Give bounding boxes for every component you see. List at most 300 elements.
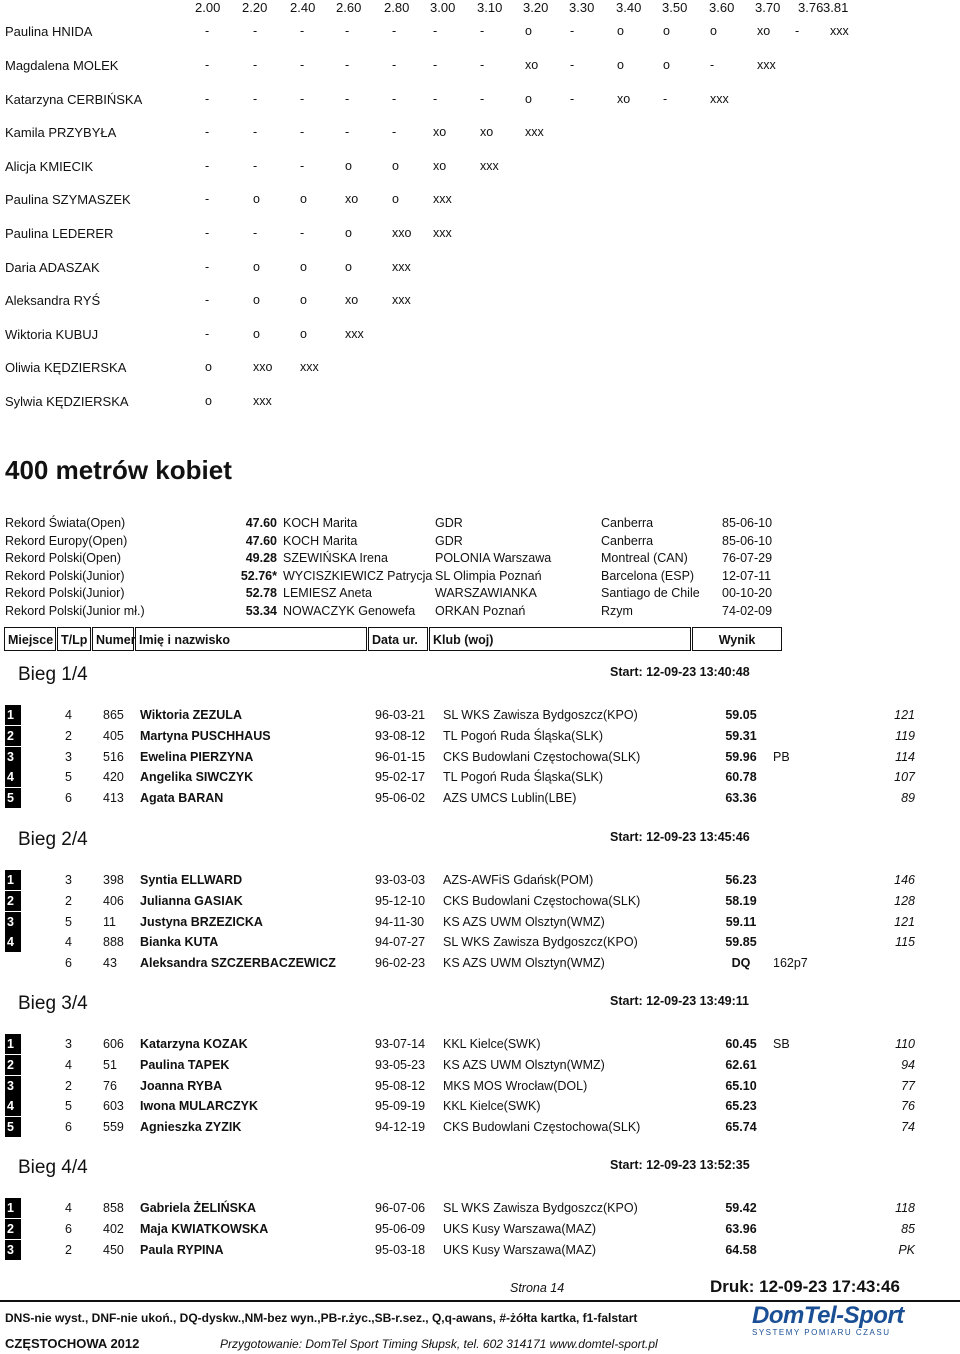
- result-points: 118: [895, 1201, 915, 1215]
- result-lane: 4: [65, 935, 72, 950]
- result-lane: 3: [65, 873, 72, 887]
- result-time: 63.96: [725, 1221, 757, 1236]
- logo-text: DomTel-Sport: [752, 1302, 904, 1329]
- result-name: Katarzyna KOZAK: [140, 1037, 248, 1051]
- result-place: 5: [5, 1117, 21, 1137]
- attempt-mark: -: [392, 125, 397, 139]
- athlete-row: [0, 260, 960, 294]
- result-bib: 76: [103, 1078, 117, 1093]
- record-club: GDR: [435, 516, 463, 530]
- result-place: 1: [5, 705, 21, 725]
- result-points: 85: [901, 1221, 915, 1236]
- result-note: SB: [773, 1037, 790, 1051]
- result-bib: 865: [103, 708, 124, 722]
- attempt-mark: -: [300, 92, 305, 106]
- athlete-name: Katarzyna CERBIŃSKA: [5, 92, 143, 107]
- attempt-mark: -: [663, 92, 668, 106]
- result-bib: 402: [103, 1221, 124, 1236]
- result-place: 3: [5, 1240, 21, 1260]
- record-label: Rekord Polski(Junior): [5, 568, 125, 583]
- attempt-mark: -: [570, 24, 575, 38]
- height-label: 2.80: [384, 0, 410, 15]
- attempt-mark: xxo: [392, 226, 412, 240]
- result-club: SL WKS Zawisza Bydgoszcz(KPO): [443, 708, 638, 722]
- record-label: Rekord Świata(Open): [5, 516, 126, 530]
- attempt-mark: o: [300, 192, 307, 206]
- athlete-row: [0, 192, 960, 226]
- athlete-row: [0, 58, 960, 92]
- record-label: Rekord Polski(Open): [5, 551, 122, 566]
- result-bib: 413: [103, 791, 124, 806]
- record-label: Rekord Europy(Open): [5, 533, 128, 548]
- domtel-logo: [752, 1302, 904, 1337]
- result-bib: 516: [103, 749, 124, 764]
- attempt-mark: o: [205, 360, 212, 374]
- attempt-mark: -: [433, 58, 438, 72]
- record-holder: SZEWIŃSKA Irena: [283, 551, 388, 566]
- header-bib: Numer: [92, 627, 134, 651]
- record-club: SL Olimpia Poznań: [435, 568, 542, 583]
- attempt-mark: -: [253, 159, 258, 173]
- result-dob: 94-07-27: [375, 935, 426, 950]
- result-row: [5, 1076, 917, 1097]
- result-points: 77: [901, 1078, 915, 1093]
- result-time: 59.11: [725, 914, 757, 929]
- result-name: Angelika SIWCZYK: [140, 770, 254, 785]
- result-points: 121: [894, 708, 915, 722]
- result-name: Bianka KUTA: [140, 935, 219, 950]
- attempt-mark: -: [205, 125, 210, 139]
- result-bib: 51: [103, 1057, 117, 1072]
- attempt-mark: xo: [617, 92, 631, 106]
- record-holder: KOCH Marita: [283, 516, 358, 530]
- athlete-name: Paulina SZYMASZEK: [5, 192, 131, 207]
- header-place: Miejsce: [4, 627, 56, 651]
- attempt-mark: o: [710, 24, 717, 38]
- athlete-name: Daria ADASZAK: [5, 260, 100, 275]
- result-time: 65.10: [725, 1078, 757, 1093]
- result-lane: 5: [65, 914, 72, 929]
- record-club: WARSZAWIANKA: [435, 586, 537, 601]
- result-lane: 6: [65, 956, 72, 971]
- result-note: 162p7: [773, 956, 808, 971]
- result-lane: 2: [65, 893, 72, 908]
- attempt-mark: -: [205, 192, 210, 206]
- attempt-mark: o: [345, 260, 352, 274]
- result-row: [5, 953, 917, 974]
- record-date: 00-10-20: [722, 586, 773, 601]
- result-time: 59.96: [725, 749, 757, 764]
- result-points: 114: [895, 749, 915, 764]
- result-points: 110: [895, 1037, 915, 1051]
- attempt-mark: o: [205, 394, 212, 408]
- result-club: AZS-AWFiS Gdańsk(POM): [443, 873, 594, 887]
- result-place: 1: [5, 1198, 21, 1218]
- result-club: KS AZS UWM Olsztyn(WMZ): [443, 956, 605, 971]
- result-row: [5, 1240, 917, 1261]
- result-club: TL Pogoń Ruda Śląska(SLK): [443, 770, 604, 785]
- result-name: Paula RYPINA: [140, 1242, 224, 1257]
- attempt-mark: xxx: [345, 327, 364, 341]
- result-club: CKS Budowlani Częstochowa(SLK): [443, 1120, 641, 1135]
- result-points: 121: [894, 914, 915, 929]
- result-time: 62.61: [725, 1057, 757, 1072]
- height-label: 3.10: [477, 0, 503, 15]
- print-timestamp: Druk: 12-09-23 17:43:46: [710, 1277, 900, 1296]
- attempt-mark: -: [205, 327, 210, 341]
- record-date: 85-06-10: [722, 533, 773, 548]
- attempt-mark: -: [253, 58, 258, 72]
- result-club: AZS UMCS Lublin(LBE): [443, 791, 577, 806]
- result-row: [5, 767, 917, 788]
- result-row: [5, 788, 917, 809]
- result-time: 65.23: [725, 1099, 757, 1114]
- heat-start-time: Start: 12-09-23 13:45:46: [610, 830, 750, 844]
- result-place: 2: [5, 726, 21, 746]
- result-place: 4: [5, 1096, 21, 1116]
- heat-start-time: Start: 12-09-23 13:52:35: [610, 1158, 750, 1172]
- attempt-mark: -: [300, 24, 305, 38]
- height-label: 3.50: [662, 0, 688, 15]
- attempt-mark: o: [300, 327, 307, 341]
- result-name: Agata BARAN: [140, 791, 224, 806]
- result-time: 60.45: [725, 1037, 757, 1051]
- athlete-name: Alicja KMIECIK: [5, 159, 94, 174]
- result-lane: 4: [65, 1057, 72, 1072]
- result-time: 65.74: [725, 1120, 757, 1135]
- header-club: Klub (woj): [429, 627, 691, 651]
- attempt-mark: -: [480, 58, 485, 72]
- record-place: Canberra: [601, 533, 654, 548]
- result-bib: 888: [103, 935, 124, 950]
- record-label: Rekord Polski(Junior mł.): [5, 604, 145, 618]
- attempt-mark: -: [205, 293, 210, 307]
- attempt-mark: o: [663, 24, 670, 38]
- header-dob: Data ur.: [368, 627, 428, 651]
- attempt-mark: -: [710, 58, 715, 72]
- result-place: 3: [5, 747, 21, 767]
- height-label: 2.40: [290, 0, 316, 15]
- height-label: 3.70: [755, 0, 781, 15]
- record-date: 85-06-10: [722, 516, 773, 530]
- result-row: [5, 726, 917, 747]
- result-place: 3: [5, 1076, 21, 1096]
- result-note: PB: [773, 749, 790, 764]
- result-points: 119: [895, 728, 915, 743]
- attempt-mark: o: [525, 92, 532, 106]
- result-bib: 450: [103, 1242, 124, 1257]
- attempt-mark: o: [392, 192, 399, 206]
- attempt-mark: -: [300, 125, 305, 139]
- result-bib: 406: [103, 893, 124, 908]
- attempt-mark: -: [253, 125, 258, 139]
- result-name: Paulina TAPEK: [140, 1057, 230, 1072]
- result-dob: 95-06-02: [375, 791, 426, 806]
- record-place: Barcelona (ESP): [601, 568, 695, 583]
- attempt-mark: -: [253, 24, 258, 38]
- athlete-name: Magdalena MOLEK: [5, 58, 119, 73]
- heat-title: Bieg 1/4: [18, 664, 88, 685]
- record-place: Rzym: [601, 604, 633, 618]
- result-lane: 6: [65, 791, 72, 806]
- attempt-mark: -: [205, 58, 210, 72]
- result-points: 115: [895, 935, 915, 950]
- result-name: Iwona MULARCZYK: [140, 1099, 259, 1114]
- result-dob: 95-09-19: [375, 1099, 426, 1114]
- result-lane: 3: [65, 1037, 72, 1051]
- result-points: 128: [894, 893, 915, 908]
- prepared-by: Przygotowanie: DomTel Sport Timing Słupsk, tel. 602 314171 www.domtel-sport.pl: [220, 1337, 658, 1351]
- record-result: 52.76*: [240, 568, 277, 583]
- result-bib: 405: [103, 728, 124, 743]
- attempt-mark: o: [300, 293, 307, 307]
- attempt-mark: xo: [757, 24, 771, 38]
- attempt-mark: xxx: [253, 394, 272, 408]
- attempt-mark: xo: [433, 159, 447, 173]
- attempt-mark: xxx: [830, 24, 849, 38]
- result-points: 76: [901, 1099, 915, 1114]
- record-date: 76-07-29: [722, 551, 773, 566]
- result-name: Gabriela ŻELIŃSKA: [140, 1201, 256, 1215]
- athlete-row: [0, 360, 960, 394]
- result-dob: 93-07-14: [375, 1037, 426, 1051]
- record-result: 47.60: [245, 533, 277, 548]
- record-place: Canberra: [601, 516, 654, 530]
- height-label: 2.20: [242, 0, 268, 15]
- result-row: [5, 912, 917, 933]
- attempt-mark: o: [392, 159, 399, 173]
- attempt-mark: o: [345, 226, 352, 240]
- attempt-mark: o: [617, 58, 624, 72]
- result-dob: 95-08-12: [375, 1078, 426, 1093]
- athlete-row: [0, 24, 960, 58]
- result-name: Syntia ELLWARD: [140, 873, 243, 887]
- result-dob: 93-08-12: [375, 728, 426, 743]
- result-name: Maja KWIATKOWSKA: [140, 1221, 269, 1236]
- result-time: 63.36: [725, 791, 757, 806]
- result-lane: 2: [65, 1078, 72, 1093]
- result-time: 60.78: [725, 770, 757, 785]
- result-dob: 96-03-21: [375, 708, 426, 722]
- athlete-row: [0, 159, 960, 193]
- result-time: 59.85: [725, 935, 757, 950]
- attempt-mark: -: [345, 125, 350, 139]
- attempt-mark: -: [345, 58, 350, 72]
- heat-title: Bieg 4/4: [18, 1157, 88, 1178]
- result-club: SL WKS Zawisza Bydgoszcz(KPO): [443, 935, 638, 950]
- record-result: 47.60: [245, 516, 277, 530]
- athlete-name: Wiktoria KUBUJ: [5, 327, 99, 342]
- attempt-mark: -: [480, 24, 485, 38]
- result-time: DQ: [731, 956, 751, 971]
- result-time: 56.23: [725, 873, 757, 887]
- record-place: Santiago de Chile: [601, 586, 700, 601]
- result-row: [5, 1055, 917, 1076]
- result-place: 1: [5, 870, 21, 890]
- attempt-mark: o: [525, 24, 532, 38]
- attempt-mark: -: [392, 58, 397, 72]
- attempt-mark: xxx: [433, 226, 452, 240]
- attempt-mark: -: [205, 92, 210, 106]
- result-row: [5, 747, 917, 768]
- athlete-row: [0, 293, 960, 327]
- record-club: ORKAN Poznań: [435, 604, 526, 618]
- attempt-mark: xxx: [392, 293, 411, 307]
- result-lane: 5: [65, 1099, 72, 1114]
- attempt-mark: -: [345, 92, 350, 106]
- attempt-mark: xxx: [392, 260, 411, 274]
- result-club: KS AZS UWM Olsztyn(WMZ): [443, 1057, 605, 1072]
- result-bib: 420: [103, 770, 124, 785]
- record-result: 49.28: [245, 551, 277, 566]
- result-row: [5, 1096, 917, 1117]
- athlete-name: Paulina HNIDA: [5, 24, 93, 39]
- attempt-mark: xxx: [433, 192, 452, 206]
- athlete-name: Oliwia KĘDZIERSKA: [5, 360, 127, 375]
- result-lane: 6: [65, 1120, 72, 1135]
- result-points: 146: [894, 873, 915, 887]
- athlete-name: Sylwia KĘDZIERSKA: [5, 394, 129, 409]
- attempt-mark: -: [300, 159, 305, 173]
- result-points: 94: [901, 1057, 915, 1072]
- attempt-mark: o: [300, 260, 307, 274]
- result-club: UKS Kusy Warszawa(MAZ): [443, 1221, 597, 1236]
- height-label: 3.81: [823, 0, 849, 15]
- attempt-mark: -: [480, 92, 485, 106]
- event-title: 400 metrów kobiet: [5, 455, 232, 485]
- result-row: [5, 1117, 917, 1138]
- record-club: POLONIA Warszawa: [435, 551, 552, 566]
- header-name: Imię i nazwisko: [135, 627, 367, 651]
- athlete-name: Paulina LEDERER: [5, 226, 114, 241]
- record-club: GDR: [435, 533, 463, 548]
- attempt-mark: xxx: [757, 58, 776, 72]
- result-dob: 94-12-19: [375, 1120, 426, 1135]
- header-result: Wynik: [692, 627, 782, 651]
- heat-title: Bieg 3/4: [18, 993, 88, 1014]
- attempt-mark: -: [253, 92, 258, 106]
- result-lane: 3: [65, 749, 72, 764]
- result-dob: 95-12-10: [375, 893, 426, 908]
- height-label: 2.00: [195, 0, 221, 15]
- result-dob: 94-11-30: [375, 914, 425, 929]
- result-bib: 603: [103, 1099, 124, 1114]
- athlete-row: [0, 226, 960, 260]
- result-club: CKS Budowlani Częstochowa(SLK): [443, 749, 641, 764]
- legend-text: DNS-nie wyst., DNF-nie ukoń., DQ-dyskw.,NM-bez wyn.,PB-r.życ.,SB-r.sez., Q,q-awans, #-żółta kartka, f1-falstart: [5, 1311, 638, 1325]
- result-bib: 43: [103, 956, 117, 971]
- attempt-mark: o: [253, 192, 260, 206]
- record-holder: WYCISZKIEWICZ Patrycja: [283, 568, 433, 583]
- attempt-mark: -: [205, 226, 210, 240]
- record-label: Rekord Polski(Junior): [5, 586, 125, 601]
- athlete-row: [0, 125, 960, 159]
- result-place: 1: [5, 1034, 21, 1054]
- athlete-name: Kamila PRZYBYŁA: [5, 125, 117, 140]
- athlete-row: [0, 394, 960, 428]
- height-label: 3.20: [523, 0, 549, 15]
- heat-start-time: Start: 12-09-23 13:49:11: [610, 994, 749, 1008]
- result-place: 3: [5, 912, 21, 932]
- result-place: 4: [5, 932, 21, 952]
- height-label: 3.40: [616, 0, 642, 15]
- logo-subtitle: SYSTEMY POMIARU CZASU: [752, 1328, 891, 1337]
- attempt-mark: -: [300, 58, 305, 72]
- result-club: MKS MOS Wrocław(DOL): [443, 1078, 588, 1093]
- result-points: 107: [894, 770, 915, 785]
- attempt-mark: -: [570, 58, 575, 72]
- result-lane: 2: [65, 1242, 72, 1257]
- result-time: 64.58: [725, 1242, 757, 1257]
- result-time: 59.42: [725, 1201, 757, 1215]
- record-holder: KOCH Marita: [283, 533, 358, 548]
- attempt-mark: xxx: [300, 360, 319, 374]
- attempt-mark: -: [392, 92, 397, 106]
- result-name: Aleksandra SZCZERBACZEWICZ: [140, 956, 336, 971]
- result-club: KS AZS UWM Olsztyn(WMZ): [443, 914, 605, 929]
- result-club: KKL Kielce(SWK): [443, 1037, 541, 1051]
- result-lane: 6: [65, 1221, 72, 1236]
- attempt-mark: o: [345, 159, 352, 173]
- record-date: 12-07-11: [722, 568, 772, 583]
- result-dob: 96-07-06: [375, 1201, 426, 1215]
- attempt-mark: o: [253, 260, 260, 274]
- result-dob: 96-01-15: [375, 749, 426, 764]
- attempt-mark: o: [663, 58, 670, 72]
- city-label: CZĘSTOCHOWA 2012: [5, 1336, 140, 1351]
- attempt-mark: o: [253, 293, 260, 307]
- attempt-mark: o: [253, 327, 260, 341]
- record-holder: NOWACZYK Genowefa: [283, 604, 416, 618]
- result-time: 58.19: [725, 893, 757, 908]
- attempt-mark: xo: [345, 293, 359, 307]
- result-row: [5, 891, 917, 912]
- result-club: TL Pogoń Ruda Śląska(SLK): [443, 728, 604, 743]
- attempt-mark: -: [433, 92, 438, 106]
- attempt-mark: o: [617, 24, 624, 38]
- result-row: [5, 1198, 917, 1219]
- heat-title: Bieg 2/4: [18, 829, 88, 850]
- result-bib: 11: [103, 914, 116, 929]
- record-place: Montreal (CAN): [601, 551, 688, 566]
- attempt-mark: xo: [345, 192, 359, 206]
- result-club: CKS Budowlani Częstochowa(SLK): [443, 893, 641, 908]
- result-points: 74: [901, 1120, 915, 1135]
- attempt-mark: -: [345, 24, 350, 38]
- attempt-mark: xxx: [525, 125, 544, 139]
- attempt-mark: -: [570, 92, 575, 106]
- result-bib: 559: [103, 1120, 124, 1135]
- athlete-row: [0, 327, 960, 361]
- height-label: 3.30: [569, 0, 595, 15]
- record-holder: LEMIESZ Aneta: [283, 586, 372, 601]
- result-place: 2: [5, 891, 21, 911]
- result-points: 89: [901, 791, 915, 806]
- attempt-mark: xo: [480, 125, 494, 139]
- result-lane: 5: [65, 770, 72, 785]
- result-place: 4: [5, 767, 21, 787]
- result-row: [5, 870, 917, 891]
- result-row: [5, 705, 917, 726]
- attempt-mark: -: [433, 24, 438, 38]
- result-points: PK: [898, 1242, 915, 1257]
- attempt-mark: xxx: [480, 159, 499, 173]
- attempt-mark: xo: [433, 125, 447, 139]
- result-time: 59.05: [725, 708, 757, 722]
- result-place: 2: [5, 1219, 21, 1239]
- heat-start-time: Start: 12-09-23 13:40:48: [610, 665, 750, 679]
- attempt-mark: xo: [525, 58, 539, 72]
